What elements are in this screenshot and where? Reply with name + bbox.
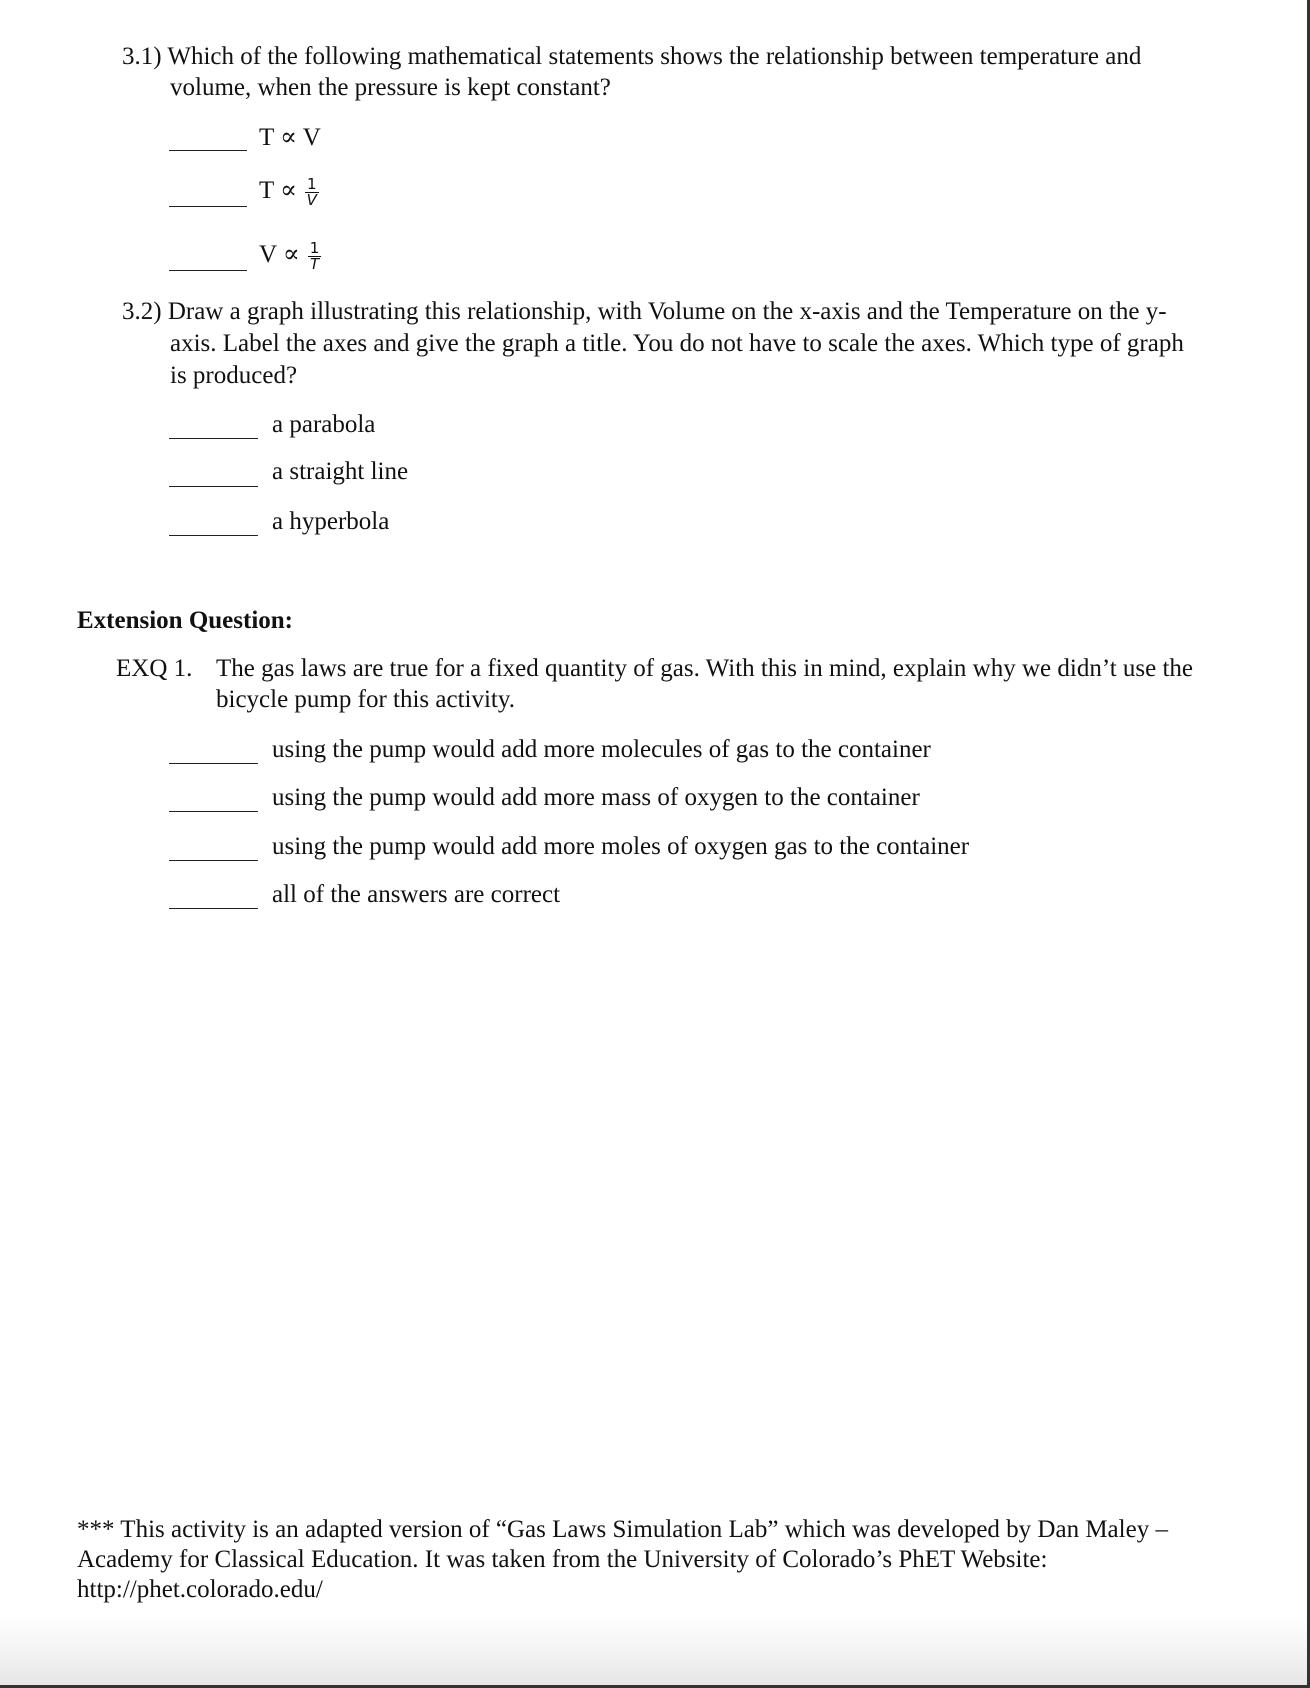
denominator: V bbox=[306, 190, 317, 209]
option-v-prop-inv-t bbox=[259, 240, 321, 272]
exq-text-cont: bicycle pump for this activity. bbox=[216, 686, 515, 713]
exq-option: using the pump would add more molecules of gas to the container bbox=[272, 736, 931, 763]
footer-credit: *** This activity is an adapted version of “Gas Laws Simulation Lab” which was developed by Dan Maley – bbox=[77, 1516, 1168, 1543]
answer-blank[interactable] bbox=[169, 270, 247, 271]
answer-blank[interactable] bbox=[169, 206, 247, 207]
question-3-1-text: 3.1) Which of the following mathematical statements shows the relationship between temperature and bbox=[122, 43, 1142, 70]
numerator: 1 bbox=[307, 174, 317, 193]
fraction bbox=[308, 238, 322, 273]
answer-blank[interactable] bbox=[169, 535, 258, 536]
question-3-2-text-cont: axis. Label the axes and give the graph a title. You do not have to scale the axes. Which type of graph bbox=[170, 330, 1184, 357]
numerator: 1 bbox=[309, 238, 320, 257]
answer-blank[interactable] bbox=[169, 486, 258, 487]
fraction bbox=[305, 174, 319, 209]
question-3-2-text: 3.2) Draw a graph illustrating this relationship, with Volume on the x-axis and the Temperature on the y- bbox=[122, 298, 1167, 325]
formula-lhs: T ∝ bbox=[259, 177, 297, 204]
question-3-1-text-cont: volume, when the pressure is kept constant? bbox=[170, 74, 611, 101]
footer-link[interactable]: http://phet.colorado.edu/ bbox=[77, 1576, 323, 1603]
footer-credit-cont: Academy for Classical Education. It was taken from the University of Colorado’s PhET Website: bbox=[77, 1546, 1048, 1573]
option-t-prop-inv-v bbox=[259, 176, 319, 208]
formula-lhs: V ∝ bbox=[259, 241, 300, 268]
answer-blank[interactable] bbox=[169, 763, 258, 764]
question-3-2-text-cont2: is produced? bbox=[170, 362, 298, 389]
option-hyperbola: a hyperbola bbox=[272, 508, 390, 535]
option-parabola: a parabola bbox=[272, 411, 376, 438]
extension-heading: Extension Question: bbox=[77, 607, 294, 634]
option-t-prop-v: T ∝ V bbox=[259, 124, 321, 151]
answer-blank[interactable] bbox=[169, 860, 258, 861]
exq-text: The gas laws are true for a fixed quantity of gas. With this in mind, explain why we didn’t use the bbox=[216, 655, 1194, 682]
answer-blank[interactable] bbox=[169, 908, 258, 909]
exq-label: EXQ 1. bbox=[116, 655, 193, 682]
answer-blank[interactable] bbox=[169, 150, 247, 151]
denominator: T bbox=[309, 254, 320, 273]
exq-option: all of the answers are correct bbox=[272, 881, 561, 908]
answer-blank[interactable] bbox=[169, 438, 258, 439]
answer-blank[interactable] bbox=[169, 811, 258, 812]
exq-option: using the pump would add more moles of oxygen gas to the container bbox=[272, 833, 970, 860]
exq-option: using the pump would add more mass of oxygen to the container bbox=[272, 784, 920, 811]
option-straight-line: a straight line bbox=[272, 458, 409, 485]
